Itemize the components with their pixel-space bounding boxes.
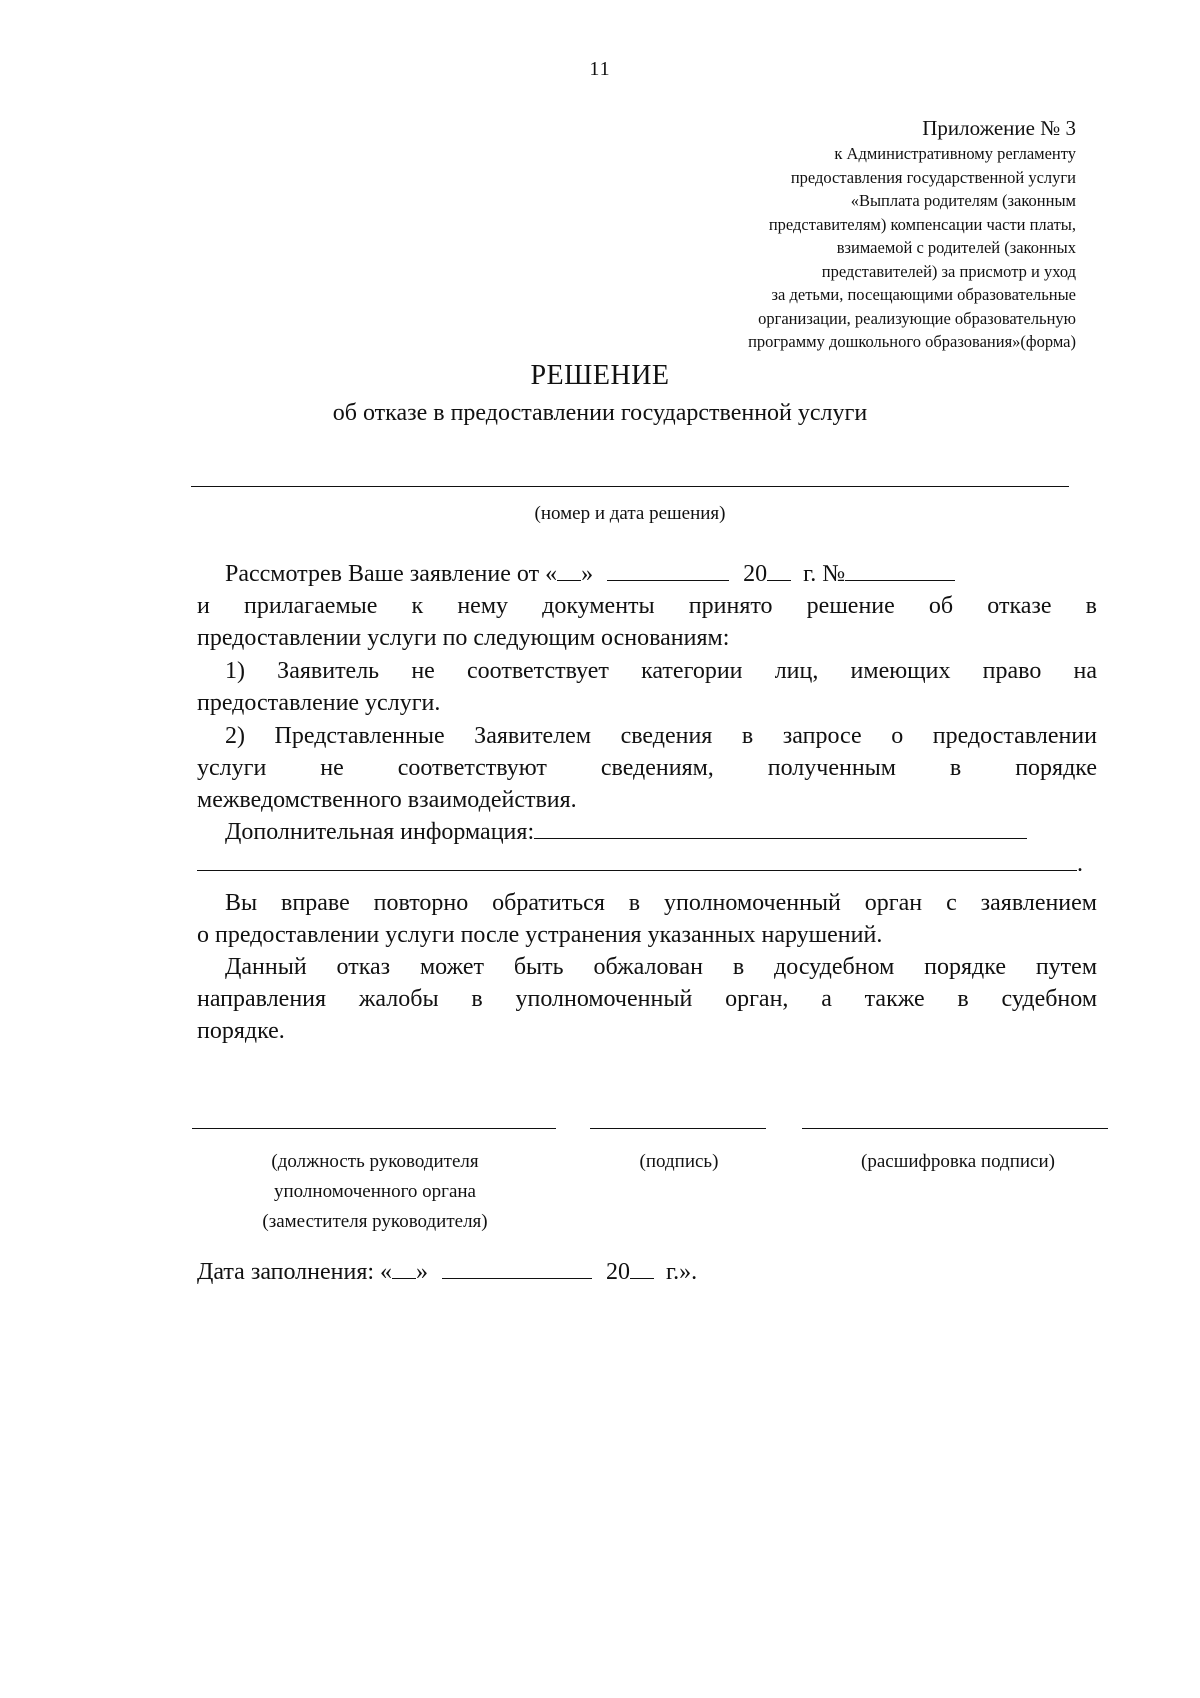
reason-1: 1) Заявитель не соответствует категории лиц, имеющих право на	[225, 658, 1097, 684]
additional-info-field-2[interactable]	[197, 848, 1077, 871]
document-title: РЕШЕНИЕ	[530, 360, 670, 391]
signature-decode-field[interactable]	[802, 1128, 1108, 1129]
additional-info-field[interactable]	[534, 816, 1027, 839]
appeal-info-cont: направления жалобы в уполномоченный орган, а также в судебном	[197, 986, 1097, 1012]
appendix-header	[556, 114, 1076, 354]
repeat-request: Вы вправе повторно обратиться в уполномоченный орган с заявлением	[225, 890, 1097, 916]
decision-number-date-field[interactable]	[191, 486, 1069, 487]
appendix-title: Приложение № 3	[922, 116, 1076, 140]
application-day-field[interactable]	[557, 558, 581, 581]
appendix-line: программу дошкольного образования»(форма)	[748, 332, 1076, 351]
position-caption-line: (должность руководителя	[271, 1151, 479, 1172]
appendix-line: «Выплата родителям (законным	[850, 191, 1076, 210]
fill-date-suffix: г.».	[666, 1259, 698, 1285]
appeal-info: Данный отказ может быть обжалован в досудебном порядке путем	[225, 954, 1097, 980]
fill-date-year-field[interactable]	[630, 1256, 654, 1279]
reason-2-cont: услуги не соответствуют сведениям, полученным в порядке	[197, 755, 1097, 781]
signature-caption: (подпись)	[639, 1151, 719, 1172]
additional-info-line	[197, 816, 1097, 848]
position-caption-line: (заместителя руководителя)	[262, 1211, 488, 1232]
appendix-line: предоставления государственной услуги	[790, 167, 1076, 187]
repeat-request-cont: о предоставлении услуги после устранения указанных нарушений.	[197, 922, 883, 948]
fill-date-quote-close: »	[416, 1259, 429, 1285]
signature-decode-caption: (расшифровка подписи)	[861, 1151, 1055, 1172]
intro-prefix: Рассмотрев Ваше заявление от «	[225, 561, 558, 587]
fill-date-month-field[interactable]	[442, 1256, 592, 1279]
appendix-line: представителей) за присмотр и уход	[821, 261, 1076, 281]
fill-date-prefix: Дата заполнения: «	[197, 1259, 393, 1285]
body-line: предоставлении услуги по следующим основаниям:	[197, 625, 730, 651]
intro-line	[197, 558, 1097, 590]
application-month-field[interactable]	[607, 558, 729, 581]
position-field[interactable]	[192, 1128, 556, 1129]
intro-quote-close: »	[581, 561, 594, 587]
page-number: 11	[589, 58, 611, 80]
additional-info-line-2	[197, 848, 1097, 880]
additional-info-label: Дополнительная информация:	[225, 819, 535, 845]
application-number-field[interactable]	[845, 558, 955, 581]
position-caption-line: уполномоченного органа	[274, 1181, 476, 1202]
appeal-info-cont: порядке.	[197, 1018, 285, 1044]
reason-1-cont: предоставление услуги.	[197, 690, 441, 716]
appendix-line: взимаемой с родителей (законных	[836, 238, 1076, 257]
appendix-line: к Административному регламенту	[834, 144, 1076, 163]
position-caption	[205, 1147, 545, 1237]
decision-number-date-caption: (номер и дата решения)	[534, 503, 726, 524]
appendix-line: представителям) компенсации части платы,	[768, 214, 1076, 234]
additional-info-end: .	[1077, 851, 1083, 877]
appendix-line: за детьми, посещающими образовательные	[771, 285, 1076, 304]
reason-2: 2) Представленные Заявителем сведения в запросе о предоставлении	[225, 723, 1097, 749]
fill-date-year: 20	[606, 1259, 631, 1285]
intro-year-suffix: г. №	[803, 561, 846, 587]
document-subtitle: об отказе в предоставлении государственной услуги	[332, 400, 868, 426]
reason-2-cont: межведомственного взаимодействия.	[197, 787, 577, 813]
body-line: и прилагаемые к нему документы принято решение об отказе в	[197, 593, 1097, 619]
fill-date-day-field[interactable]	[392, 1256, 416, 1279]
signature-field[interactable]	[590, 1128, 766, 1129]
fill-date-line	[197, 1256, 697, 1286]
intro-year: 20	[743, 561, 768, 587]
application-year-field[interactable]	[767, 558, 791, 581]
appendix-line: организации, реализующие образовательную	[758, 308, 1076, 328]
